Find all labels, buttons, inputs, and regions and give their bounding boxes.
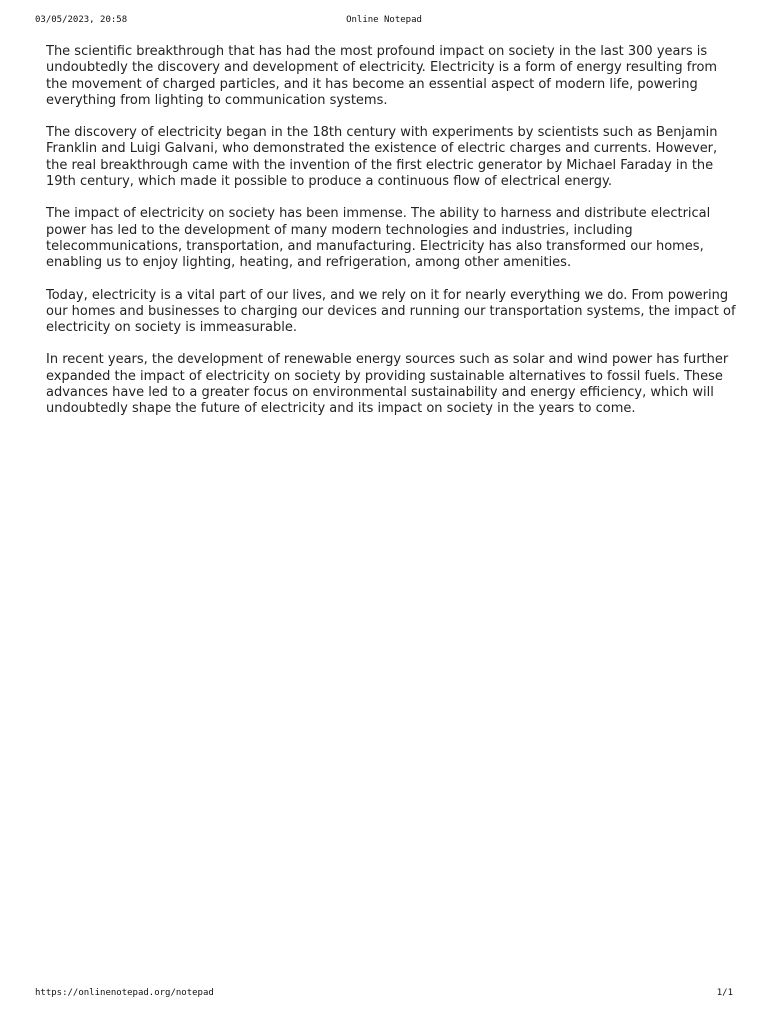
page-title: Online Notepad bbox=[346, 15, 422, 25]
print-footer bbox=[35, 988, 733, 1002]
document-body bbox=[46, 44, 742, 434]
page-number: 1/1 bbox=[716, 988, 733, 998]
paragraph: The discovery of electricity began in the 18th century with experiments by scientists such as Benjamin Franklin and Luigi Galvani, who demonstrated the existence of electric charges and currents. However, the real breakthrough came with the invention of the first electric generator by Michael Faraday in the 19th century, which made it possible to produce a continuous flow of electrical energy. bbox=[46, 125, 718, 190]
paragraph: In recent years, the development of renewable energy sources such as solar and wind power has further expanded the impact of electricity on society by providing sustainable alternatives to fossil fuels. These advances have led to a greater focus on environmental sustainability and energy efficiency, which will undoubtedly shape the future of electricity and its impact on society in the years to come. bbox=[46, 352, 729, 417]
print-timestamp: 03/05/2023, 20:58 bbox=[35, 15, 128, 25]
print-header bbox=[35, 15, 733, 29]
paragraph: The scientific breakthrough that has had the most profound impact on society in the last 300 years is undoubtedly the discovery and development of electricity. Electricity is a form of energy resulting from the movement of charged particles, and it has become an essential aspect of modern life, powering everything from lighting to communication systems. bbox=[46, 44, 718, 108]
paragraph: Today, electricity is a vital part of our lives, and we rely on it for nearly everything we do. From powering our homes and businesses to charging our devices and running our transportation systems, the impact of electricity on society is immeasurable. bbox=[46, 287, 736, 336]
page-url: https://onlinenotepad.org/notepad bbox=[35, 988, 214, 998]
paragraph: The impact of electricity on society has been immense. The ability to harness and distribute electrical power has led to the development of many modern technologies and industries, including telecommunications, transportation, and manufacturing. Electricity has also transformed our homes, enabling us to enjoy lighting, heating, and refrigeration, among other amenities. bbox=[46, 206, 711, 271]
